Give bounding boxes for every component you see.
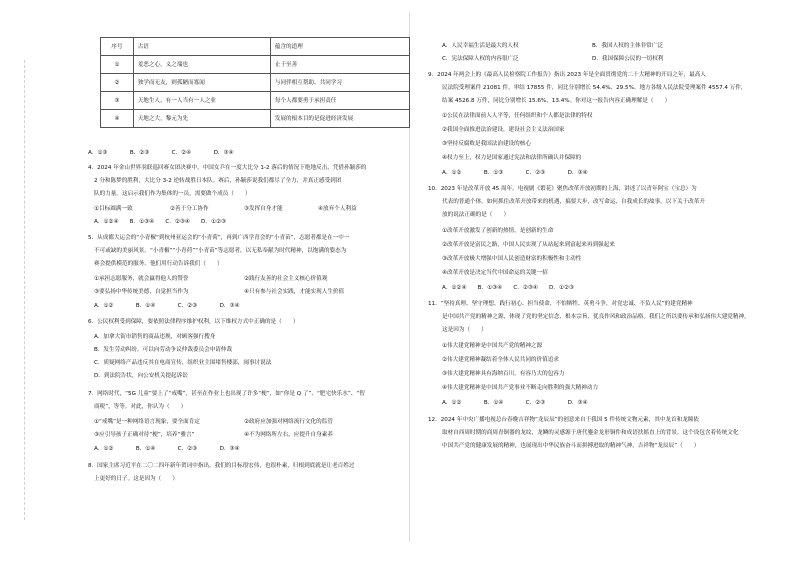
- q11-option: ④伟大建党精神是中国共产党事业不断走向胜利的强大精神动力: [442, 385, 599, 391]
- q11-option: ②伟大建党精神凝结着全体人民共同的价值追求: [442, 357, 559, 363]
- table-row: [101, 56, 410, 74]
- table-cell: ②: [101, 74, 134, 92]
- q4-option: ④放弃个人利益: [318, 206, 357, 212]
- question-11-line: 这是因为（ ）: [442, 327, 487, 333]
- q8-option: C．宪法保障人权的内容很广泛: [442, 56, 519, 62]
- table-cell: ③: [101, 92, 134, 110]
- q5-option: ②践行友善的社会主义核心价值观: [244, 276, 328, 282]
- proverb-table: [100, 37, 410, 128]
- table-cell: 发展的根本目的是促进经济发展: [270, 110, 409, 128]
- question-12-line: 中国共产党的健康发展的精神，也展现出中华民族奋斗而拼搏进取的精神气神，吉祥物“龙辰辰”（ ）: [442, 443, 700, 449]
- table-row: [101, 110, 410, 128]
- q9-option: ③坚持反腐败是我国法治建设的核心: [442, 141, 531, 147]
- table-cell: 独学而无友，则孤陋而寡闻: [133, 74, 270, 92]
- q10-answer-options: A．①②④ B．①③④ C．②③④ D．①②③: [442, 285, 574, 291]
- question-8-line: 8．国家主席习近平在二〇二四年新年贺词中指出，我们的目标很宏伟，也很朴素，归根到底就是让老百姓过: [88, 463, 355, 469]
- question-5-line: 赛会提供模范的服务。他们用行动告诉我们（ ）: [94, 261, 223, 267]
- q4-answer-options: A．①②④ B．①③④ C．②③④ D．①②③: [94, 219, 226, 225]
- q4-option: ①目标圆满一致: [94, 206, 133, 212]
- q5-option: ④只有参与社会实践，才能实现人生价值: [244, 289, 345, 295]
- q9-option: ②我国全面推进法治建设，建设社会主义法治国家: [442, 127, 565, 133]
- q4-option: ③发挥自身才能: [244, 206, 283, 212]
- table-cell: ①: [101, 56, 134, 74]
- table-header-cell: 蕴含的道理: [270, 38, 409, 56]
- question-10-line: 10．2023 年是改革开放 45 周年。电视剧《繁花》聚焦改革开放初期的上海，讲述了以青年阿宝（宝总）为: [428, 186, 697, 192]
- q4-option: ②善于分工协作: [170, 206, 209, 212]
- question-11-line: 是中国共产党的精神之源，体现了党的坚定信念、根本宗旨、优良作风和政治品格。我们之所以要传承和弘扬伟大建党精神，: [442, 314, 750, 320]
- q6-option: C．质疑网络产品违反其在电商宣传，组织业主围堵售楼部，闹事讨说法: [94, 360, 272, 366]
- q7-option: ②政府应加强对网络流行文化的监管: [244, 419, 333, 425]
- question-4-line: 队的力量。这启示我们作为集体的一员，需要做个成员（ ）: [94, 191, 251, 197]
- q8-option: B．我国人权的主体非常广泛: [592, 43, 663, 49]
- table-cell: 每个人都要勇于承担责任: [270, 92, 409, 110]
- table-header-row: [101, 38, 410, 56]
- table-cell: 羞恶之心，义之端也: [133, 56, 270, 74]
- q9-option: ④权力至上，权力是国家通过宪法和法律所确认并保障的: [442, 155, 582, 161]
- question-7-line: 7．网络时代，“5G 儿童”要上了“戒嘴”，甚至在作业上也出现了许多“梗”，如“你是 Q 了”、“肥宅快乐水”、“智: [88, 391, 365, 397]
- table-cell: 止于至善: [270, 56, 409, 74]
- q10-option: ②改革开放是富民之路，中国人民实现了从站起来到富起来再到强起来: [442, 242, 615, 248]
- question-12-line: 12．2024 年中央广播电视总台春晚吉祥物“龙辰辰”的创意来自于我国 5 件传统文物元素，其中龙首和龙瞳依: [428, 417, 699, 423]
- table-row: [101, 92, 410, 110]
- question-4-line: 2 分和陈梦的胜利，大比分 3-2 逆转战胜日本队。赛后，孙颖莎说我们都尽了全力，并真正感受到团: [94, 178, 342, 184]
- question-8-line: 上更好的日子。这是因为（ ）: [94, 476, 178, 482]
- q5-option: ①承担志愿服务，就会赢得他人的赞誉: [94, 276, 189, 282]
- question-10-line: 放的说法正确的是（ ）: [442, 212, 510, 218]
- question-12-line: 取材自西周时期的商周青铜器的龙纹，龙鳞的灵感源于唐代鎏金龙形铜件和成语扶摇直上的背景。这个设包含着传统文化: [442, 430, 739, 436]
- table-row: [101, 74, 410, 92]
- question-9-line: 9．2024 年两会上的《最高人民检察院工作报告》指出 2023 年是全面贯彻党的二十大精神的开局之年，最高人: [428, 72, 706, 78]
- question-9-line: 民法院受理案件 21081 件，审结 17855 件，同比分别增长 54.4%、29.5%。地方各级人民法院受理案件 4557.4 万件，: [442, 85, 747, 91]
- q8-option: D．我国保障公民的一切权利: [592, 56, 664, 62]
- q7-option: ①“戒嘴”是一种网络语言现象，要全面肯定: [94, 419, 200, 425]
- q9-answer-options: A．①② B．①③ C．②③ D．③④: [442, 170, 588, 176]
- q10-option: ③改革开放极大增强中国人民创造财富的积极性和主动性: [442, 256, 582, 262]
- question-5-line: 不可或缺的美丽风景。“小青椒”“小青荷”“小青苗”等志愿者，以无私奉献为时代精神，以饱满的姿态为: [94, 248, 347, 254]
- q7-answer-options: A．①② B．①④ C．②③ D．③④: [94, 446, 240, 452]
- q5-answer-options: A．①② B．①④ C．②③ D．③④: [94, 303, 240, 309]
- q3-answer-options: A．①③ B．②③ C．②④ D．③④: [88, 150, 234, 156]
- q11-answer-options: A．①② B．①④ C．②③ D．③④: [442, 400, 588, 406]
- q6-option: A．加拿大街市销售的商品违规，对顾客强行搜身: [94, 334, 216, 340]
- question-10-line: 代表的普通个体，如何抓住改革开放带来的机遇，搞要大步，改写命运、自我成长的故事，以下关于改革开: [442, 199, 705, 205]
- q7-option: ③应引导孩子正确对待“梗”，培养“雅言”: [94, 432, 195, 438]
- q10-option: ①改革开放激发了创新的热情，是创新的生命: [442, 228, 554, 234]
- right-column: [410, 0, 794, 562]
- q6-option: D．到法院告状，向公安机关提起诉讼: [94, 373, 188, 379]
- question-7-line: 商税”，等等。对此，你认为（ ）: [94, 404, 187, 410]
- q10-option: ④改革开放是决定当代中国命运的关键一招: [442, 270, 548, 276]
- q9-option: ①公民在法律面前人人平等，任何组织和个人都是法律的特权: [442, 113, 593, 119]
- question-5-line: 5．从成都大运会的“小青椒”到杭州亚运会的“小青荷”，再到广西学青会的“小青苗”，志愿者都是在一中一: [88, 235, 350, 241]
- q11-option: ①伟大建党精神是中国共产党的精神之源: [442, 343, 543, 349]
- table-header-cell: 序号: [101, 38, 134, 56]
- table-cell: 天地生人，有一人当有一人之业: [133, 92, 270, 110]
- table-cell: 天地之大，黎元为先: [133, 110, 270, 128]
- q8-option: A．人民幸福生活是最大的人权: [442, 43, 519, 49]
- table-header-cell: 古语: [133, 38, 270, 56]
- table-cell: 与同伴相互帮助、共同学习: [270, 74, 409, 92]
- question-4-line: 4．2024 年金山世界羽联巡回赛女团决赛中，中国女乒在一度大比分 1-2 落后的情况下绝地反击，凭借孙颖莎的: [88, 165, 367, 171]
- q6-option: B．发生劳动纠纷，可以向劳动争议仲裁委员会申请仲裁: [94, 347, 233, 353]
- q5-option: ③要弘扬中华传统美德，自觉担当作为: [94, 289, 189, 295]
- q7-option: ④不为网络所左右，应提升自身素养: [244, 432, 333, 438]
- q11-option: ③伟大建党精神具有海纳百川，有容乃大的包容力: [442, 371, 565, 377]
- table-cell: ④: [101, 110, 134, 128]
- question-9-line: 结案 4526.8 万件，同比分别增长 15.6%、13.4%。你对这一报告内容正确理解是（ ）: [442, 98, 671, 104]
- question-11-line: 11．“坚持真理、坚守理想，践行初心、担当使命，不怕牺牲、英勇斗争，对党忠诚、不负人民”的建党精神: [428, 301, 693, 307]
- question-6-line: 6．公民权利受到保障，要依照法律程序维护权利，以下维权方式中正确的是（ ）: [88, 319, 299, 325]
